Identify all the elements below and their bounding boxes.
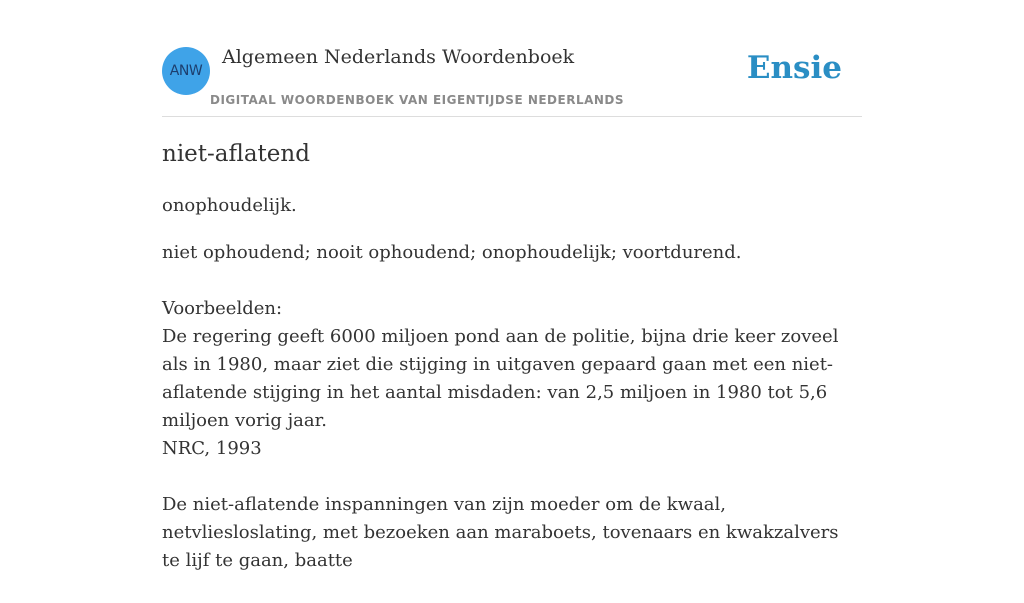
example-item	[162, 323, 862, 463]
examples-heading: Voorbeelden:	[162, 298, 283, 319]
site-title[interactable]: Algemeen Nederlands Woordenboek	[222, 46, 575, 68]
site-subtitle: DIGITAAL WOORDENBOEK VAN EIGENTIJDSE NEDERLANDS	[210, 93, 625, 107]
definition: niet ophoudend; nooit ophoudend; onophoudelijk; voortdurend.	[162, 242, 742, 263]
example-item	[162, 491, 862, 575]
logo-text: ANW	[169, 63, 203, 79]
site-header	[162, 0, 862, 117]
examples-section	[162, 295, 862, 575]
ensie-brand-link[interactable]: Ensie	[746, 50, 842, 86]
entry-term: niet-aflatend	[162, 141, 310, 167]
example-text: De regering geeft 6000 miljoen pond aan de politie, bijna drie keer zoveel als in 1980, maar ziet die stijging in uitgaven gepaard gaan met een niet-aflatende stijging in het aantal misdaden: van 2,5 miljoen in 1980 tot 5,6 miljoen vorig jaar.	[162, 326, 839, 431]
example-source: NRC, 1993	[162, 438, 262, 459]
example-text: De niet-aflatende inspanningen van zijn moeder om de kwaal, netvliesloslating, met bezoeken aan maraboets, tovenaars en kwakzalvers te lijf te gaan, baatte	[162, 494, 839, 571]
short-definition: onophoudelijk.	[162, 195, 297, 216]
entry-content	[162, 138, 862, 603]
anw-logo[interactable]	[162, 47, 210, 95]
